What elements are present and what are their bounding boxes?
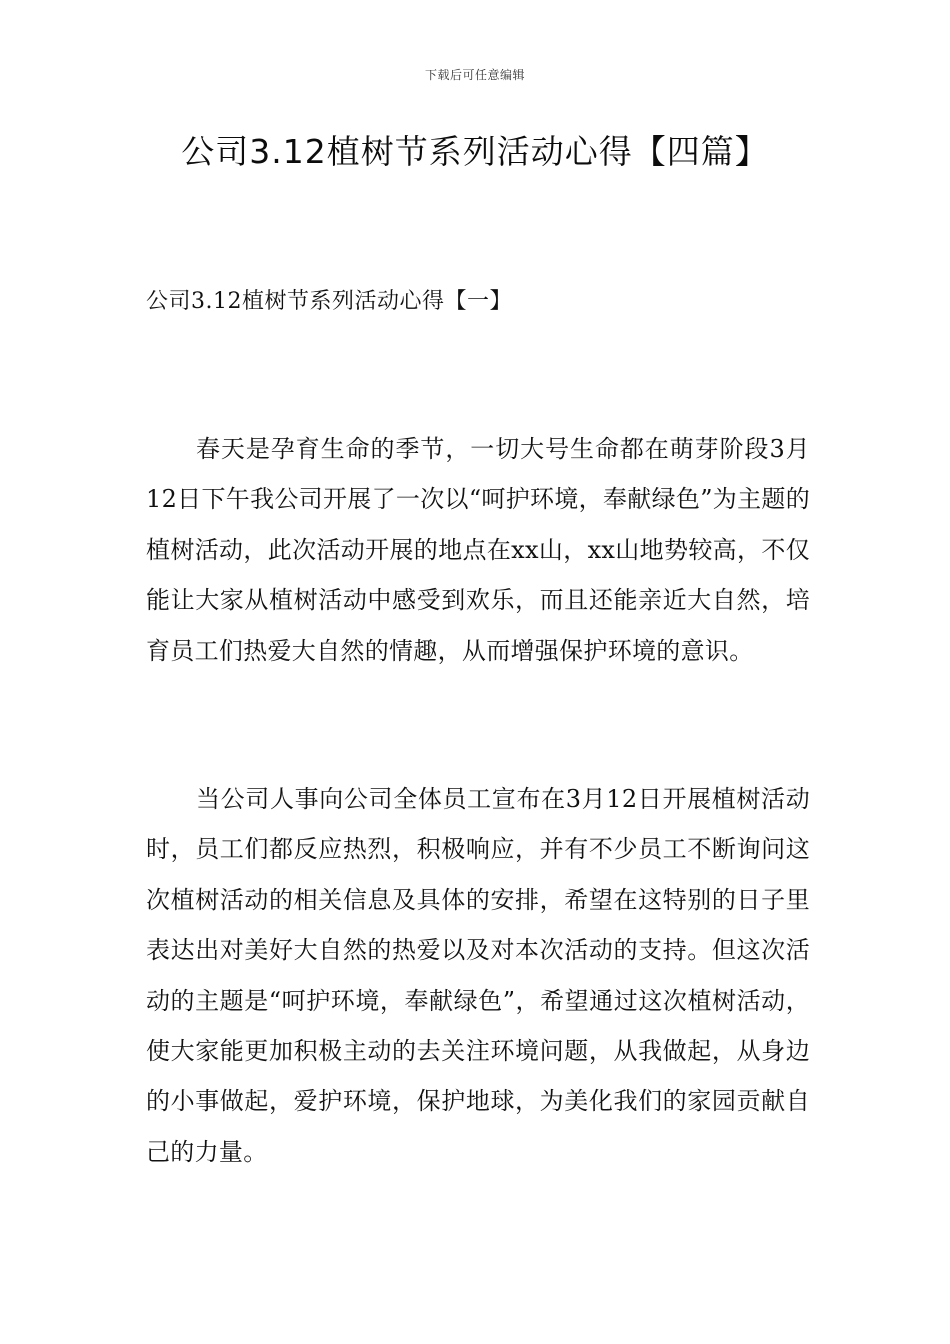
body-paragraph-2: 当公司人事向公司全体员工宣布在3月12日开展植树活动时，员工们都反应热烈，积极响应，并有不少员工不断询问这次植树活动的相关信息及具体的安排，希望在这特别的日子里表达出对美好大自然的热爱以及对本次活动的支持。但这次活动的主题是“呵护环境，奉献绿色”，希望通过这次植树活动，使大家能更加积极主动的去关注环境问题，从我做起，从身边的小事做起，爱护环境，保护地球，为美化我们的家园贡献自己的力量。 xyxy=(146,785,810,1166)
body-paragraph-1: 春天是孕育生命的季节，一切大号生命都在萌芽阶段3月12日下午我公司开展了一次以“呵护环境，奉献绿色”为主题的植树活动，此次活动开展的地点在xx山，xx山地势较高，不仅能让大家从植树活动中感受到欢乐，而且还能亲近大自然，培育员工们热爱大自然的情趣，从而增强保护环境的意识。 xyxy=(146,435,810,665)
section-heading: 公司3.12植树节系列活动心得【一】 xyxy=(146,289,512,314)
header-note: 下载后可任意编辑 xyxy=(424,68,525,82)
document-title: 公司3.12植树节系列活动心得【四篇】 xyxy=(181,132,769,171)
